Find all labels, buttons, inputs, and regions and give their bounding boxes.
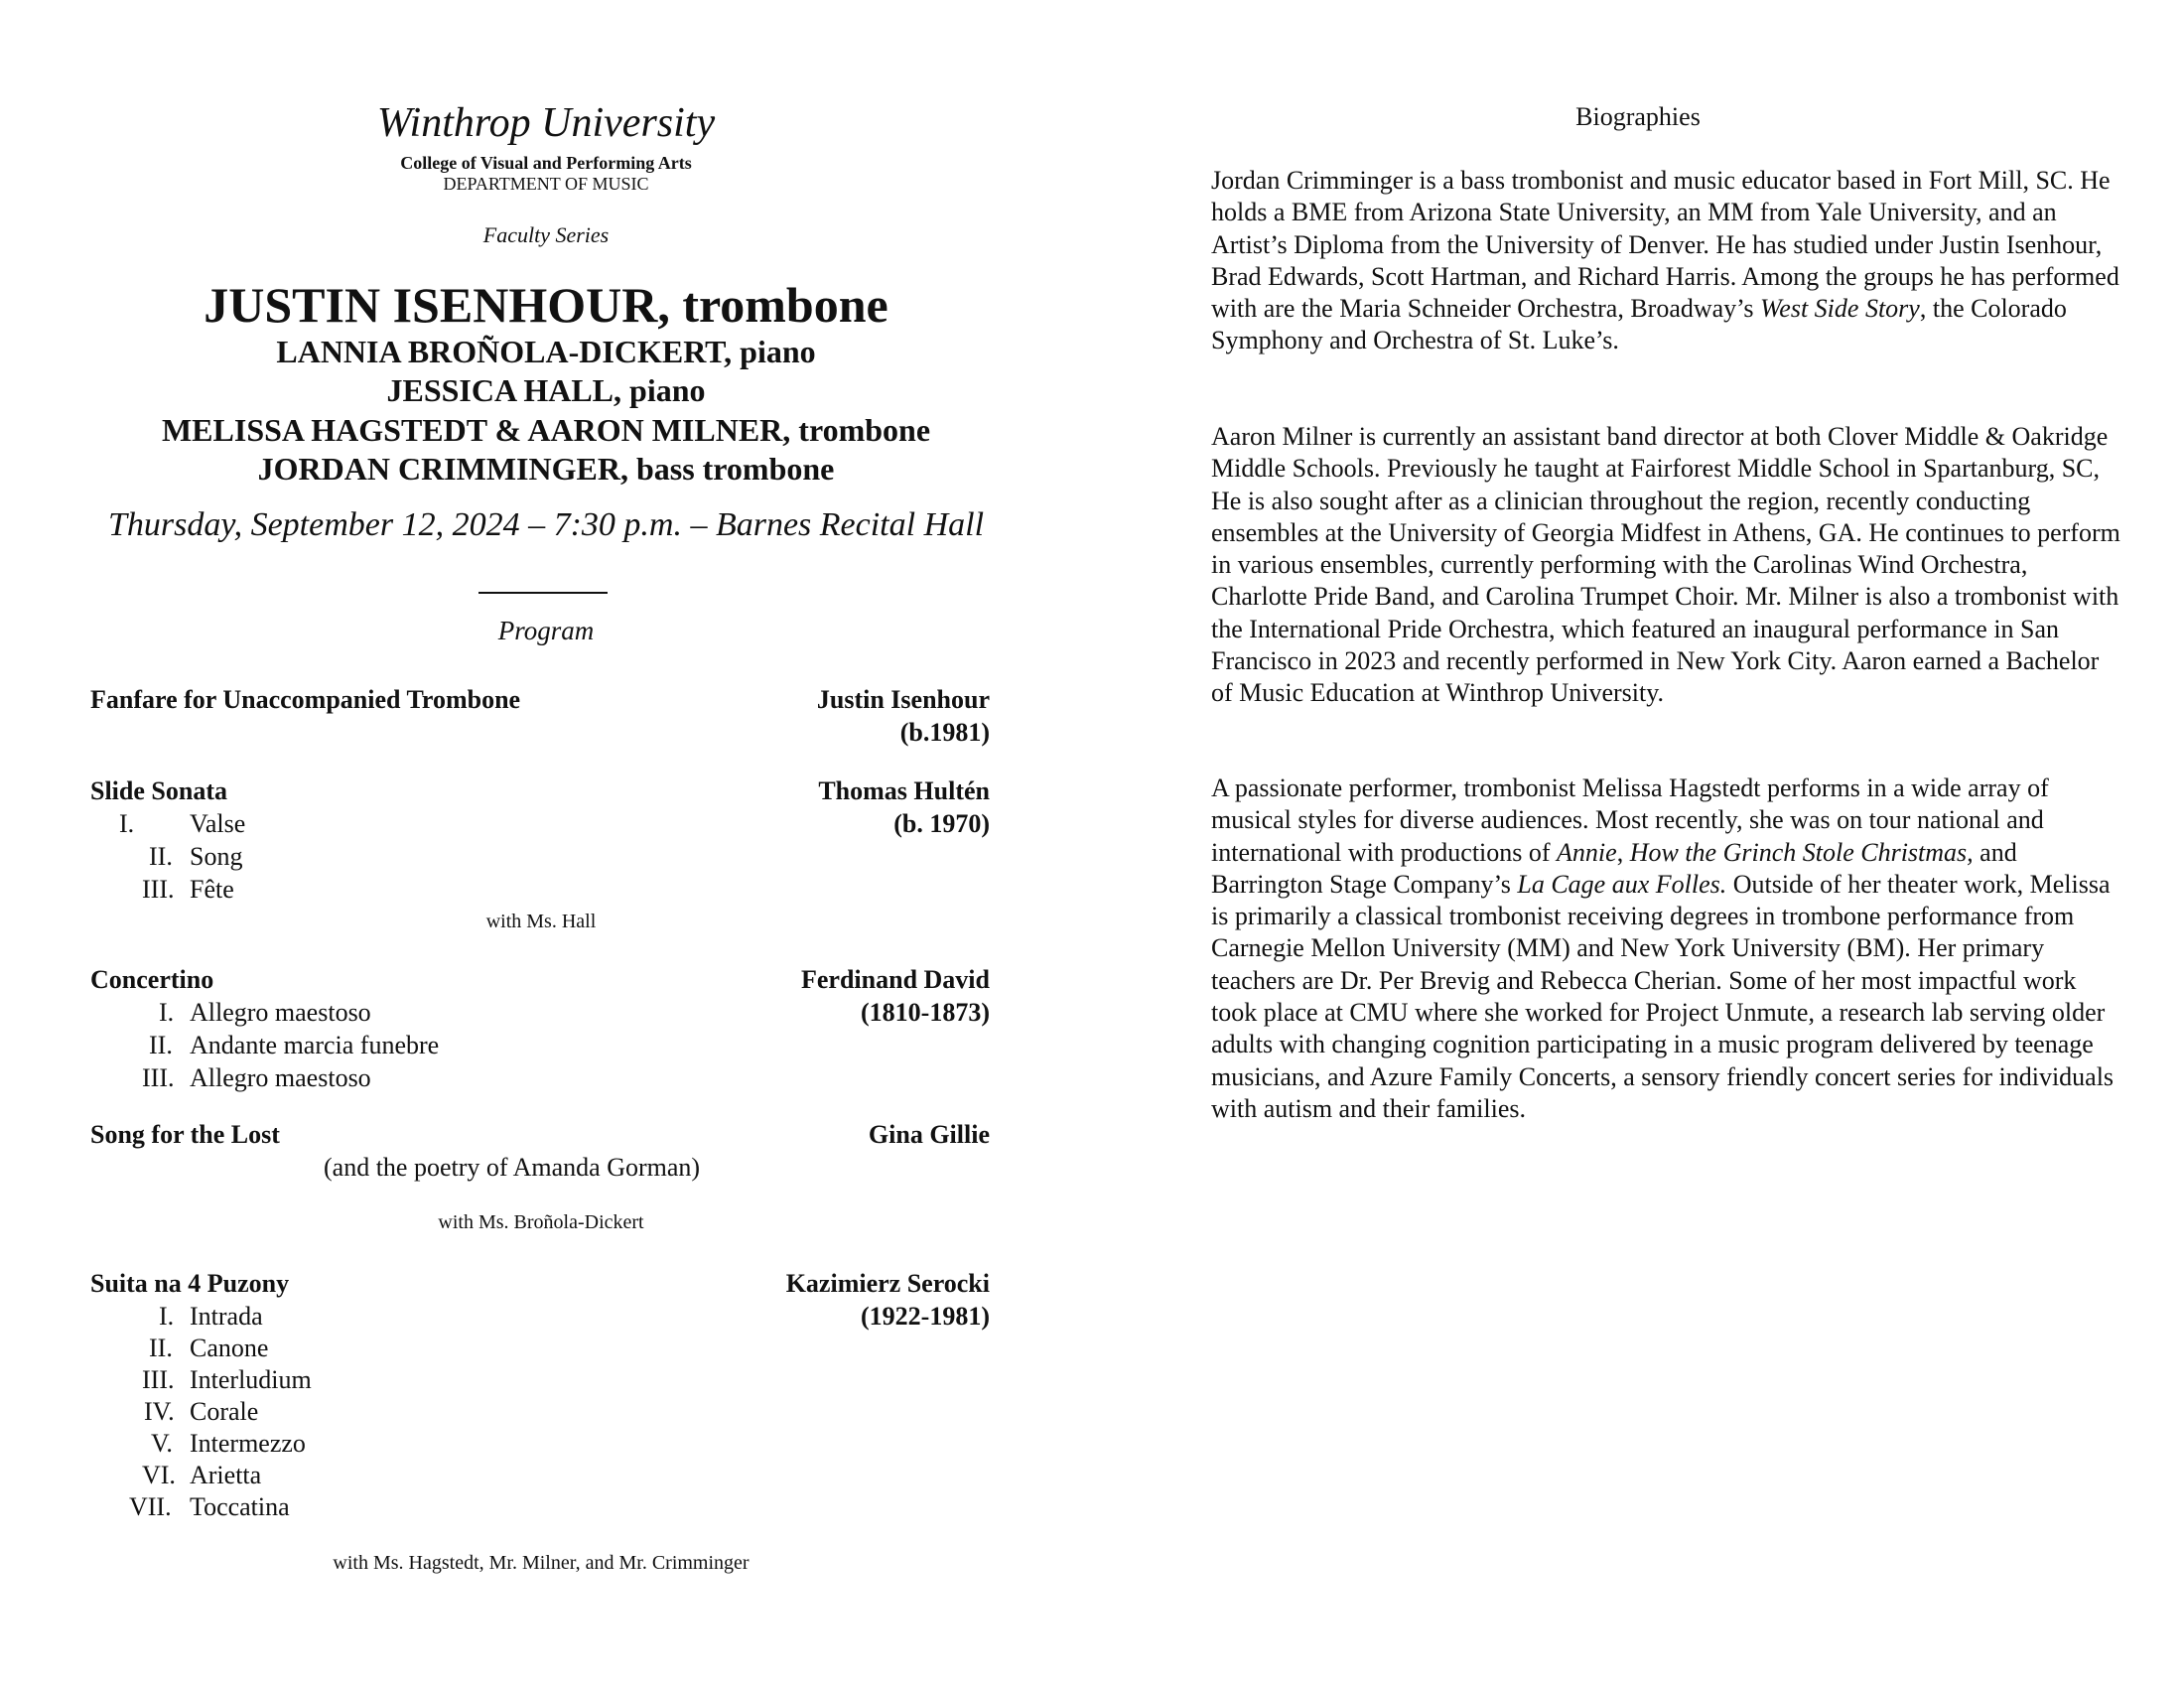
event-line: Thursday, September 12, 2024 – 7:30 p.m. – Barnes Recital Hall bbox=[107, 506, 985, 543]
performer-note: with Ms. Broñola-Dickert bbox=[438, 1211, 644, 1233]
movement-name: Allegro maestoso bbox=[190, 998, 371, 1027]
headliner: JUSTIN ISENHOUR, trombone bbox=[204, 277, 888, 333]
movement-number: II. bbox=[149, 842, 173, 871]
performer-line: LANNIA BROÑOLA-DICKERT, piano bbox=[276, 334, 816, 369]
work-title: Slide Sonata bbox=[90, 776, 227, 805]
movement-number: II. bbox=[149, 1334, 173, 1362]
composer-dates: (1922-1981) bbox=[861, 1302, 990, 1331]
movement-number: I. bbox=[159, 998, 175, 1027]
series-name: Faculty Series bbox=[482, 222, 610, 247]
movement-name: Intermezzo bbox=[190, 1429, 306, 1458]
movement-name: Allegro maestoso bbox=[190, 1063, 371, 1092]
composer-dates: (1810-1873) bbox=[861, 998, 990, 1027]
movement-name: Intrada bbox=[190, 1302, 263, 1331]
movement-number: I. bbox=[159, 1302, 175, 1331]
bio-milner: Aaron Milner is currently an assistant band director at both Clover Middle & Oakridge Middle Schools. Previously he taught at Fairforest Middle School in Spartanburg, SC, He is also sought after as a clinician throughout the region, recently conducting ensembles at the University of Georgia Midfest in Athens, GA. He continues to perform in various ensembles, currently performing with the Carolinas Wind Orchestra, Charlotte Pride Band, and Carolina Trumpet Choir. Mr. Milner is also a trombonist with the International Pride Orchestra, which featured an inaugural performance in San Francisco in 2023 and recently performed in New York City. Aaron earned a Bachelor of Music Education at Winthrop University. bbox=[1211, 422, 2120, 708]
movement-name: Toccatina bbox=[190, 1492, 290, 1521]
work-title: Song for the Lost bbox=[90, 1120, 280, 1149]
composer-name: Kazimierz Serocki bbox=[785, 1269, 990, 1298]
performer-line: JESSICA HALL, piano bbox=[386, 372, 706, 408]
composer-name: Thomas Hultén bbox=[818, 776, 990, 805]
composer-name: Ferdinand David bbox=[801, 965, 990, 994]
movement-number: III. bbox=[142, 1365, 175, 1394]
movement-name: Canone bbox=[190, 1334, 269, 1362]
biographies-page bbox=[1092, 0, 2184, 1688]
bio-crimminger: Jordan Crimminger is a bass trombonist and music educator based in Fort Mill, SC. He holds a BME from Arizona State University, an MM from Yale University, and an Artist’s Diploma from the University of Denver. He has studied under Justin Isenhour, Brad Edwards, Scott Hartman, and Richard Harris. Among the groups he has performed with are the Maria Schneider Orchestra, Broadway’s West Side Story, the Colorado Symphony and Orchestra of St. Luke’s. bbox=[1211, 166, 2119, 355]
movement-number: III. bbox=[142, 875, 175, 904]
performer-line: JORDAN CRIMMINGER, bass trombone bbox=[257, 451, 835, 487]
performer-line: MELISSA HAGSTEDT & AARON MILNER, trombone bbox=[161, 412, 931, 448]
divider bbox=[478, 592, 608, 594]
work-title: Suita na 4 Puzony bbox=[90, 1269, 290, 1298]
movement-number: V. bbox=[151, 1429, 173, 1458]
movement-number: IV. bbox=[144, 1397, 175, 1426]
movement-number: I. bbox=[119, 809, 135, 838]
work-subtitle: (and the poetry of Amanda Gorman) bbox=[324, 1153, 701, 1182]
movement-name: Fête bbox=[190, 875, 234, 904]
performer-note: with Ms. Hall bbox=[485, 911, 597, 932]
biographies-heading: Biographies bbox=[1575, 102, 1701, 131]
composer-name: Gina Gillie bbox=[868, 1120, 990, 1149]
department-name: DEPARTMENT OF MUSIC bbox=[443, 174, 649, 194]
composer-dates: (b. 1970) bbox=[893, 809, 990, 838]
movement-number: VI. bbox=[142, 1461, 176, 1489]
work-title: Concertino bbox=[90, 965, 214, 994]
movement-number: III. bbox=[142, 1063, 175, 1092]
composer-name: Justin Isenhour bbox=[816, 685, 990, 714]
bio-hagstedt: A passionate performer, trombonist Melissa Hagstedt performs in a wide array of musical styles for diverse audiences. Most recently, she was on tour national and international with productions of Annie, How the Grinch Stole Christmas, and Barrington Stage Company’s La Cage aux Folles. Outside of her theater work, Melissa is primarily a classical trombonist receiving degrees in trombone performance from Carnegie Mellon University (MM) and New York University (BM). Her primary teachers are Dr. Per Brevig and Rebecca Cherian. Some of her most impactful work took place at CMU where she worked for Project Unmute, a research lab serving older adults with changing cognition participating in a music program delivered by teenage musicians, and Azure Family Concerts, a sensory friendly concert series for individuals with autism and their families. bbox=[1211, 774, 2115, 1123]
movement-name: Valse bbox=[190, 809, 246, 838]
movement-name: Interludium bbox=[190, 1365, 312, 1394]
movement-name: Corale bbox=[190, 1397, 259, 1426]
movement-name: Andante marcia funebre bbox=[190, 1031, 440, 1059]
movement-name: Song bbox=[190, 842, 243, 871]
work-title: Fanfare for Unaccompanied Trombone bbox=[90, 685, 521, 714]
performer-note: with Ms. Hagstedt, Mr. Milner, and Mr. Crimminger bbox=[333, 1552, 750, 1574]
movement-name: Arietta bbox=[190, 1461, 262, 1489]
composer-dates: (b.1981) bbox=[899, 718, 990, 747]
program-label: Program bbox=[497, 616, 595, 645]
university-name: Winthrop University bbox=[376, 100, 716, 146]
college-name: College of Visual and Performing Arts bbox=[400, 153, 692, 173]
movement-number: II. bbox=[149, 1031, 173, 1059]
movement-number: VII. bbox=[129, 1492, 172, 1521]
